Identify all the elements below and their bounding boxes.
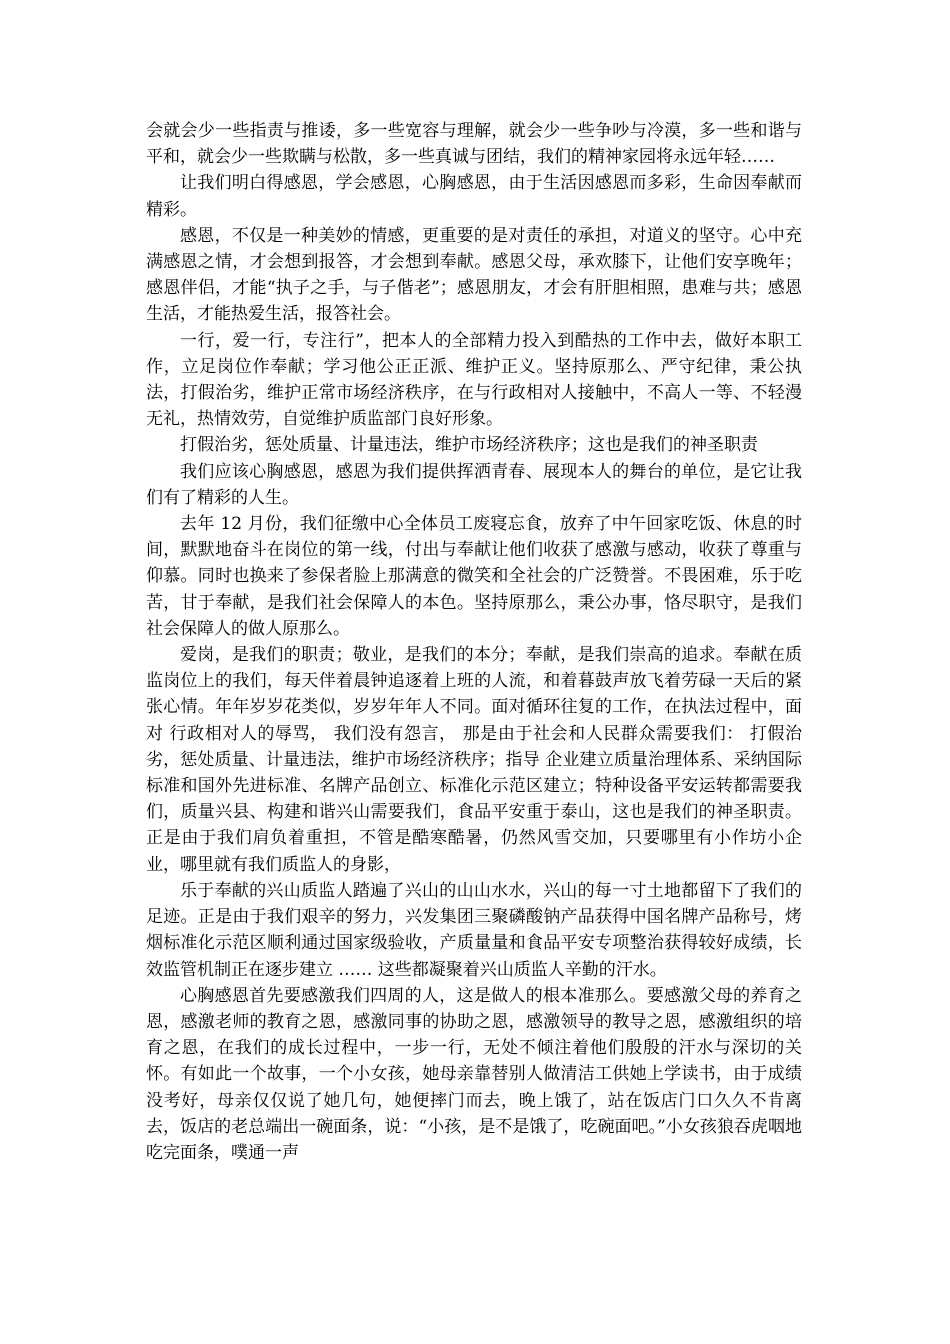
paragraph-7: 去年 12 月份，我们征缴中心全体员工废寝忘食，放弃了中午回家吃饭、休息的时间，默默地奋斗在岗位的第一线，付出与奉献让他们收获了感激与感动，收获了尊重与仰慕。同时也换来了参保者脸上那满意的微笑和全社会的广泛赞誉。不畏困难，乐于吃苦，甘于奉献，是我们社会保障人的本色。坚持原那么，秉公办事，恪尽职守，是我们社会保障人的做人原那么。 [146,514,802,639]
paragraph-4: 一行，爱一行，专注行”，把本人的全部精力投入到酷热的工作中去，做好本职工作，立足岗位作奉献；学习他公正正派、维护正义。坚持原那么、严守纪律，秉公执法，打假治劣，维护正常市场经济秩序，在与行政相对人接触中，不高人一等、不轻漫无礼，热情效劳，自觉维护质监部门良好形象。 [146,330,802,430]
paragraph-1: 会就会少一些指责与推诿，多一些宽容与理解，就会少一些争吵与冷漠，多一些和谐与平和，就会少一些欺瞒与松散，多一些真诚与团结，我们的精神家园将永远年轻…… [146,121,802,168]
paragraph-2: 让我们明白得感恩，学会感恩，心胸感恩，由于生活因感恩而多彩，生命因奉献而精彩。 [146,173,802,220]
paragraph-6: 我们应该心胸感恩，感恩为我们提供挥洒青春、展现本人的舞台的单位，是它让我们有了精彩的人生。 [146,461,802,508]
paragraph-9: 乐于奉献的兴山质监人踏遍了兴山的山山水水，兴山的每一寸土地都留下了我们的足迹。正是由于我们艰辛的努力，兴发集团三聚磷酸钠产品获得中国名牌产品称号，烤烟标准化示范区顺利通过国家级验收，产质量量和食品平安专项整治获得较好成绩，长效监管机制正在逐步建立 …… 这些都凝聚着兴山质监人辛勤的汗水。 [146,880,802,980]
paragraph-5: 打假治劣，惩处质量、计量违法，维护市场经济秩序；这也是我们的神圣职责 [180,435,758,456]
paragraph-8: 爱岗，是我们的职责；敬业，是我们的本分；奉献，是我们崇高的追求。奉献在质监岗位上的我们，每天伴着晨钟追逐着上班的人流，和着暮鼓声放飞着劳碌一天后的紧张心情。年年岁岁花类似，岁岁年年人不同。面对循环往复的工作，在执法过程中，面对 行政相对人的辱骂， 我们没有怨言， 那是由于社会和人民群众需要我们： 打假治劣，惩处质量、计量违法，维护市场经济秩序；指导 企业建立质量治理体系、采纳国际标准和国外先进标准、名牌产品创立、标准化示范区建立；特种设备平安运转都需要我们，质量兴县、构建和谐兴山需要我们，食品平安重于泰山，这也是我们的神圣职责。正是由于我们肩负着重担，不管是酷寒酷暑，仍然风雪交加，只要哪里有小作坊小企业，哪里就有我们质监人的身影， [146,645,802,875]
document-page [146,118,802,1166]
paragraph-10: 心胸感恩首先要感激我们四周的人，这是做人的根本准那么。要感激父母的养育之恩，感激老师的教育之恩，感激同事的协助之恩，感激领导的教导之恩，感激组织的培育之恩，在我们的成长过程中，一步一行，无处不倾注着他们殷殷的汗水与深切的关怀。有如此一个故事，一个小女孩，她母亲靠替别人做清洁工供她上学读书，由于成绩没考好，母亲仅仅说了她几句，她便摔门而去，晚上饿了，站在饭店门口久久不肯离去，饭店的老总端出一碗面条，说：“小孩，是不是饿了，吃碗面吧。”小女孩狼吞虎咽地吃完面条，噗通一声 [146,985,802,1163]
paragraph-3: 感恩，不仅是一种美妙的情感，更重要的是对责任的承担，对道义的坚守。心中充满感恩之情，才会想到报答，才会想到奉献。感恩父母，承欢膝下，让他们安享晚年；感恩伴侣，才能“执子之手，与子偕老”；感恩朋友，才会有肝胆相照，患难与共；感恩生活，才能热爱生活，报答社会。 [146,225,802,325]
